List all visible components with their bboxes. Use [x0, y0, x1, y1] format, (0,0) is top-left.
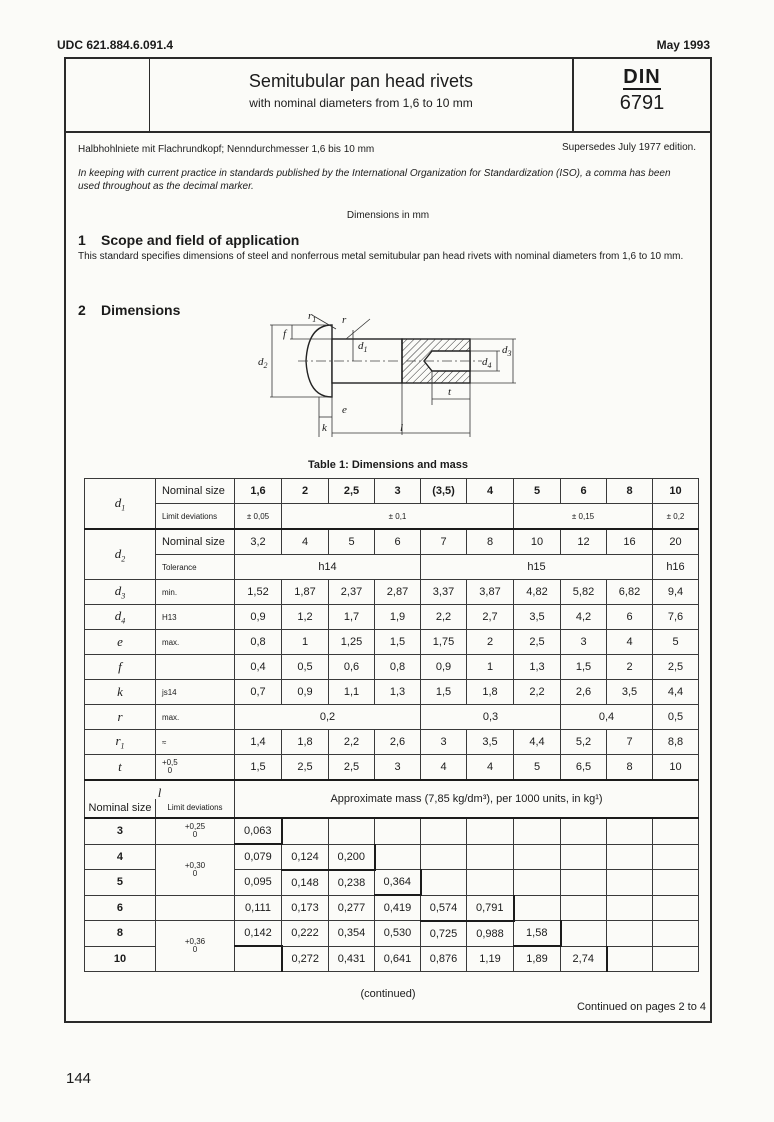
mass-header-row: [85, 780, 699, 818]
header-divider: [66, 131, 710, 133]
table-cell: 0,124: [282, 844, 329, 870]
table-cell: 2,5: [329, 479, 375, 504]
table-cell: 5,82: [561, 580, 607, 605]
table-cell: 3,87: [467, 580, 514, 605]
table-cell: 0,9: [282, 680, 329, 705]
table-cell: 0,063: [235, 818, 282, 844]
table-cell: 1,25: [329, 630, 375, 655]
e-row: [85, 630, 699, 655]
mass-limit-label: Limit deviations: [167, 803, 223, 812]
table-cell: 0,5: [282, 655, 329, 680]
table-cell: [653, 895, 699, 921]
table-cell: h14: [235, 555, 421, 580]
table-cell: 0,111: [235, 895, 282, 921]
table-cell: 0,791: [467, 895, 514, 921]
table-cell: 6,5: [561, 755, 607, 781]
table-cell: 5,2: [561, 730, 607, 755]
t-row: [85, 755, 699, 781]
r-qualifier: max.: [155, 705, 234, 730]
table-cell: 1: [467, 655, 514, 680]
table-cell: 5: [653, 630, 699, 655]
table-cell: 16: [607, 529, 653, 555]
header-blank-cell: [66, 59, 150, 131]
table-cell: [235, 946, 282, 972]
table-cell: 0,725: [421, 921, 467, 947]
table-cell: 0,574: [421, 895, 467, 921]
d1-symbol: $d_1$: [85, 479, 156, 530]
table-cell: 0,095: [235, 870, 282, 896]
table-cell: 2,5: [514, 630, 561, 655]
table-cell: 6: [561, 479, 607, 504]
label-d2: $d_2$: [258, 356, 268, 370]
mass-row-3: [85, 818, 699, 844]
issue-date: May 1993: [656, 38, 710, 52]
table-cell: 3,5: [514, 605, 561, 630]
table-cell: 0,3: [421, 705, 561, 730]
table-cell: 4: [467, 755, 514, 781]
table-cell: 1,8: [467, 680, 514, 705]
table-cell: (3,5): [421, 479, 467, 504]
d1-nominal-label: Nominal size: [155, 479, 234, 504]
table-cell: 10: [653, 479, 699, 504]
table-cell: 3,2: [235, 529, 282, 555]
table-cell: 0,079: [235, 844, 282, 870]
table-cell: 5: [514, 479, 561, 504]
table-cell: 20: [653, 529, 699, 555]
table-cell: [561, 921, 607, 947]
table-cell: 3,37: [421, 580, 467, 605]
table-cell: 1,52: [235, 580, 282, 605]
label-k: k: [322, 422, 327, 434]
dimensions-table-wrapper: [84, 478, 699, 972]
r1-qualifier: ≈: [155, 730, 234, 755]
table-cell: 3: [375, 479, 421, 504]
table-cell: 0,8: [375, 655, 421, 680]
label-t: t: [448, 386, 452, 398]
table-cell: 0,9: [235, 605, 282, 630]
mass-length: 4: [85, 844, 156, 870]
table-cell: [561, 844, 607, 870]
table-cell: 0,7: [235, 680, 282, 705]
table-cell: [467, 818, 514, 844]
t-tolerance: +0,5 0: [155, 755, 234, 781]
table-cell: 2,74: [561, 946, 607, 972]
table-cell: 10: [514, 529, 561, 555]
table-cell: 9,4: [653, 580, 699, 605]
table-cell: 2,2: [421, 605, 467, 630]
table-cell: [607, 870, 653, 896]
table-cell: 3: [421, 730, 467, 755]
table-cell: 7,6: [653, 605, 699, 630]
table-cell: 0,238: [329, 870, 375, 896]
rivet-drawing: [250, 305, 530, 455]
table-cell: [653, 946, 699, 972]
german-title: Halbhohlniete mit Flachrundkopf; Nenndurchmesser 1,6 bis 10 mm: [78, 144, 375, 155]
table-cell: [375, 844, 421, 870]
table-cell: [514, 895, 561, 921]
table-cell: ± 0,2: [653, 504, 699, 530]
table-cell: [467, 870, 514, 896]
table-cell: 2,5: [653, 655, 699, 680]
table-cell: [607, 895, 653, 921]
table-cell: [607, 921, 653, 947]
label-r: r: [342, 314, 347, 326]
din-cell: [574, 59, 710, 131]
table-cell: 2: [467, 630, 514, 655]
dimensions-table: [84, 478, 699, 972]
r1-row: [85, 730, 699, 755]
table-cell: [514, 870, 561, 896]
table-cell: 0,6: [329, 655, 375, 680]
k-qualifier: js14: [155, 680, 234, 705]
table-cell: 12: [561, 529, 607, 555]
table-cell: 4,82: [514, 580, 561, 605]
table-cell: 2,6: [561, 680, 607, 705]
table-cell: 7: [421, 529, 467, 555]
label-d3: $d_3$: [502, 344, 512, 358]
d2-nominal-label: Nominal size: [155, 529, 234, 555]
table-cell: 1,19: [467, 946, 514, 972]
mass-l-header: [85, 780, 235, 818]
table-cell: 8: [467, 529, 514, 555]
table-cell: 1,2: [282, 605, 329, 630]
table-cell: [421, 844, 467, 870]
table-cell: [375, 818, 421, 844]
table-cell: ± 0,05: [235, 504, 282, 530]
d4-row: [85, 605, 699, 630]
mass-heading: Approximate mass (7,85 kg/dm³), per 1000 units, in kg¹): [235, 780, 699, 818]
section-2-title: Dimensions: [101, 302, 181, 318]
mass-length: 8: [85, 921, 156, 947]
table-cell: 2,7: [467, 605, 514, 630]
k-row: [85, 680, 699, 705]
udc-code: UDC 621.884.6.091.4: [57, 38, 174, 52]
table-cell: 6,82: [607, 580, 653, 605]
section-2-heading: [78, 302, 180, 318]
mass-nominal-label: Nominal size: [85, 799, 156, 817]
d2-tolerance-label: Tolerance: [155, 555, 234, 580]
table-cell: 2,2: [514, 680, 561, 705]
table-cell: 5: [514, 755, 561, 781]
table-cell: 0,876: [421, 946, 467, 972]
table-cell: [421, 870, 467, 896]
table-cell: 0,530: [375, 921, 421, 947]
table-cell: 1,89: [514, 946, 561, 972]
section-1-heading: [78, 232, 299, 248]
d3-symbol: $d_3$: [85, 580, 156, 605]
d4-symbol: $d_4$: [85, 605, 156, 630]
table-cell: [607, 818, 653, 844]
mass-deviation: +0,36 0: [155, 921, 234, 972]
table-cell: 1,6: [235, 479, 282, 504]
table-cell: 4,2: [561, 605, 607, 630]
table-cell: [653, 818, 699, 844]
table-cell: 8: [607, 755, 653, 781]
table-cell: 2,2: [329, 730, 375, 755]
mass-deviation: +0,30 0: [155, 844, 234, 895]
din-number: 6791: [619, 92, 665, 114]
table-cell: ± 0,1: [282, 504, 514, 530]
table-cell: 0,431: [329, 946, 375, 972]
table-cell: 6: [375, 529, 421, 555]
continued-pages-note: Continued on pages 2 to 4: [576, 1001, 706, 1013]
table-cell: 3,5: [607, 680, 653, 705]
e-symbol: e: [85, 630, 156, 655]
table-cell: 1,75: [421, 630, 467, 655]
t-symbol: t: [85, 755, 156, 781]
table-cell: 0,641: [375, 946, 421, 972]
table-cell: 2: [282, 479, 329, 504]
d1-limit-row: [85, 504, 699, 530]
d2-symbol: $d_2$: [85, 529, 156, 580]
f-qualifier: [155, 655, 234, 680]
table-cell: 0,148: [282, 870, 329, 896]
table-cell: 3: [375, 755, 421, 781]
mass-length: 10: [85, 946, 156, 972]
label-r1: $r_1$: [308, 310, 317, 324]
section-1-number: 1: [78, 232, 86, 248]
table-cell: 2,87: [375, 580, 421, 605]
table-cell: 3: [561, 630, 607, 655]
table-cell: 2,5: [329, 755, 375, 781]
decimal-marker-note: In keeping with current practice in standards published by the International Organization for Standardization (ISO), a comma has been used throughout as the decimal marker.: [78, 168, 671, 192]
table-cell: 1,1: [329, 680, 375, 705]
table-cell: 0,4: [561, 705, 653, 730]
table-cell: [607, 844, 653, 870]
table-cell: 3,5: [467, 730, 514, 755]
r-row: [85, 705, 699, 730]
d3-row: [85, 580, 699, 605]
table-cell: h15: [421, 555, 653, 580]
table-cell: 2,5: [282, 755, 329, 781]
mass-row-6: [85, 895, 699, 921]
label-e: e: [342, 404, 347, 416]
d3-qualifier: min.: [155, 580, 234, 605]
table-cell: 0,8: [235, 630, 282, 655]
table-cell: 0,364: [375, 870, 421, 896]
mass-deviation: +0,25 0: [155, 818, 234, 844]
section-1-body: This standard specifies dimensions of steel and nonferrous metal semitubular pan head rivets with nominal diameters from 1,6 to 10 mm.: [78, 251, 684, 262]
table-caption: Table 1: Dimensions and mass: [308, 459, 468, 471]
label-f: f: [283, 328, 287, 340]
table-cell: 4: [607, 630, 653, 655]
section-2-number: 2: [78, 302, 86, 318]
table-cell: [282, 818, 329, 844]
table-cell: 0,173: [282, 895, 329, 921]
supersedes-note: Supersedes July 1977 edition.: [562, 142, 696, 153]
table-cell: 4: [467, 479, 514, 504]
table-cell: 0,272: [282, 946, 329, 972]
d1-limit-label: Limit deviations: [155, 504, 234, 530]
e-qualifier: max.: [155, 630, 234, 655]
table-cell: 0,4: [235, 655, 282, 680]
label-d1: $d_1$: [358, 340, 368, 354]
table-cell: [421, 818, 467, 844]
table-cell: 0,5: [653, 705, 699, 730]
table-cell: 1,7: [329, 605, 375, 630]
d2-tolerance-row: [85, 555, 699, 580]
label-l: l: [400, 422, 404, 434]
table-cell: 1,58: [514, 921, 561, 947]
table-cell: 1,87: [282, 580, 329, 605]
table-cell: 4: [421, 755, 467, 781]
table-cell: [607, 946, 653, 972]
section-1-title: Scope and field of application: [101, 232, 300, 248]
table-cell: 1,5: [561, 655, 607, 680]
din-logo: DIN: [623, 66, 661, 88]
document-title: Semitubular pan head rivets: [248, 71, 474, 91]
f-row: [85, 655, 699, 680]
table-cell: 2,37: [329, 580, 375, 605]
table-cell: 0,222: [282, 921, 329, 947]
mass-deviation-blank: [155, 895, 234, 921]
page-number: 144: [66, 1070, 92, 1087]
table-cell: 1,5: [421, 680, 467, 705]
table-cell: [561, 818, 607, 844]
table-cell: h16: [653, 555, 699, 580]
table-cell: 0,988: [467, 921, 514, 947]
table-cell: 1,5: [375, 630, 421, 655]
table-cell: 4,4: [653, 680, 699, 705]
table-cell: 4: [282, 529, 329, 555]
table-cell: ± 0,15: [514, 504, 653, 530]
mass-length: 6: [85, 895, 156, 921]
mass-row-8: [85, 921, 699, 947]
table-cell: 4,4: [514, 730, 561, 755]
table-cell: 7: [607, 730, 653, 755]
table-cell: 2: [607, 655, 653, 680]
mass-length: 5: [85, 870, 156, 896]
mass-row-4: [85, 844, 699, 870]
table-cell: 2,6: [375, 730, 421, 755]
r1-symbol: $r_1$: [85, 730, 156, 755]
k-symbol: k: [85, 680, 156, 705]
d4-qualifier: H13: [155, 605, 234, 630]
table-cell: [561, 895, 607, 921]
header-title-cell: [150, 59, 574, 131]
table-cell: 1,8: [282, 730, 329, 755]
table-cell: [653, 870, 699, 896]
table-cell: 0,2: [235, 705, 421, 730]
table-cell: 5: [329, 529, 375, 555]
d1-nominal-row: [85, 479, 699, 504]
table-cell: 1,4: [235, 730, 282, 755]
table-cell: 0,9: [421, 655, 467, 680]
table-cell: 1,9: [375, 605, 421, 630]
table-cell: [653, 844, 699, 870]
table-cell: [514, 818, 561, 844]
continued-note: (continued): [360, 988, 416, 1000]
table-cell: 6: [607, 605, 653, 630]
table-cell: [467, 844, 514, 870]
table-cell: 8,8: [653, 730, 699, 755]
table-cell: 0,200: [329, 844, 375, 870]
table-cell: 8: [607, 479, 653, 504]
mass-length: 3: [85, 818, 156, 844]
table-cell: 0,419: [375, 895, 421, 921]
r-symbol: r: [85, 705, 156, 730]
table-cell: 0,142: [235, 921, 282, 947]
table-cell: 10: [653, 755, 699, 781]
table-cell: 0,354: [329, 921, 375, 947]
mass-l-symbol: l: [157, 785, 162, 800]
table-cell: [561, 870, 607, 896]
label-d4: $d_4$: [482, 356, 492, 370]
table-cell: 1,5: [235, 755, 282, 781]
d2-nominal-row: [85, 529, 699, 555]
table-cell: 0,277: [329, 895, 375, 921]
table-cell: 1: [282, 630, 329, 655]
table-cell: 1,3: [514, 655, 561, 680]
dimensions-unit-note: Dimensions in mm: [346, 210, 430, 221]
f-symbol: f: [85, 655, 156, 680]
document-subtitle: with nominal diameters from 1,6 to 10 mm: [249, 96, 473, 110]
table-cell: [514, 844, 561, 870]
table-cell: [329, 818, 375, 844]
table-cell: 1,3: [375, 680, 421, 705]
table-cell: [653, 921, 699, 947]
